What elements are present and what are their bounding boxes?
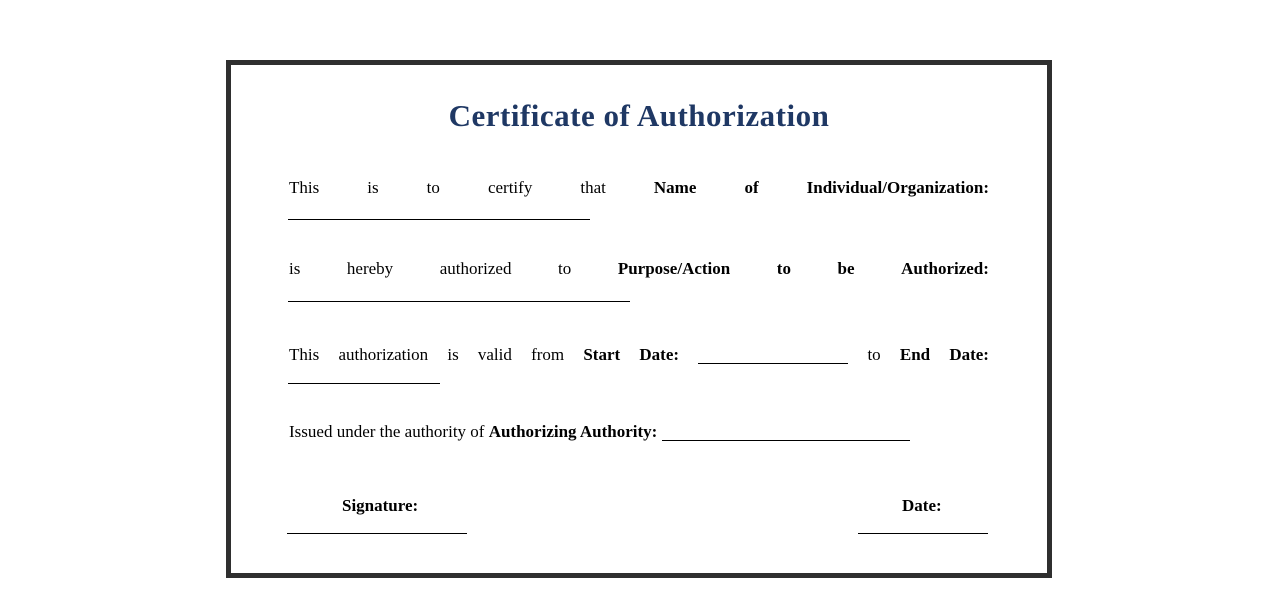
- para2-word: is: [289, 259, 301, 278]
- para3-word: to: [867, 345, 881, 364]
- name-field-line[interactable]: [288, 219, 590, 220]
- para2-label-word: to: [776, 259, 791, 278]
- para4-label: Authorizing Authority:: [488, 422, 658, 441]
- date-field-line[interactable]: [858, 533, 988, 534]
- para1-line: [289, 176, 989, 200]
- para1-word: that: [580, 178, 606, 197]
- para4-line: [289, 420, 989, 444]
- para2-label-word: Authorized:: [901, 259, 989, 278]
- signature-label: Signature:: [342, 496, 419, 515]
- purpose-field-line[interactable]: [288, 301, 630, 302]
- para1-label-word: of: [744, 178, 759, 197]
- para1-word: to: [426, 178, 440, 197]
- end-date-field-line[interactable]: [288, 383, 440, 384]
- para3-word: is: [447, 345, 459, 364]
- para1-label-word: Name: [653, 178, 697, 197]
- signature-field-line[interactable]: [287, 533, 467, 534]
- para4-text: Issued under the authority of: [289, 422, 485, 441]
- para2-label-word: be: [837, 259, 855, 278]
- para3-line: [289, 339, 989, 367]
- para3-word: authorization: [338, 345, 429, 364]
- para3-word: This: [289, 345, 320, 364]
- para2-word: authorized: [439, 259, 512, 278]
- authority-field-line[interactable]: [662, 422, 910, 441]
- para3-label-word: End: [899, 345, 931, 364]
- certificate-title: Certificate of Authorization: [448, 98, 830, 133]
- date-label: Date:: [902, 496, 942, 515]
- start-date-field-line[interactable]: [698, 343, 848, 364]
- para2-word: hereby: [346, 259, 394, 278]
- para3-label-word: Date:: [949, 345, 989, 364]
- para1-word: certify: [487, 178, 533, 197]
- para1-word: This: [289, 178, 320, 197]
- para1-word: is: [367, 178, 379, 197]
- para1-label-word: Individual/Organization:: [806, 178, 989, 197]
- para2-line: [289, 257, 989, 281]
- para2-label-word: Purpose/Action: [617, 259, 731, 278]
- certificate-document: [226, 60, 1052, 578]
- para3-label-word: Date:: [639, 345, 680, 364]
- para3-word: valid: [477, 345, 512, 364]
- para3-label-word: Start: [583, 345, 621, 364]
- para3-word: from: [531, 345, 565, 364]
- para2-word: to: [558, 259, 572, 278]
